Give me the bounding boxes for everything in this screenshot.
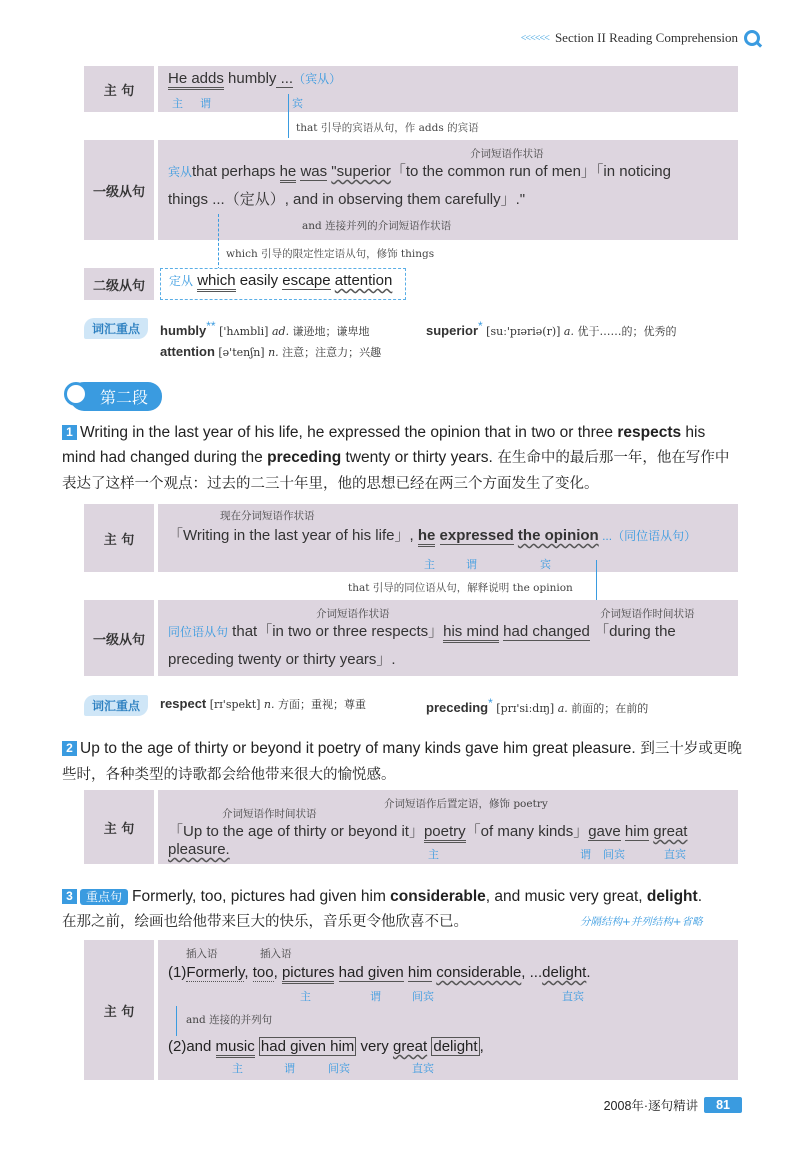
note-that-clause: that 引导的宾语从句，作 adds 的宾语 bbox=[296, 122, 479, 134]
paragraph-2: 2 Up to the age of thirty or beyond it poetry of many kinds gave him great pleasure. 到三十岁或更晚些时，各种类型的诗歌都会给他带来很大的愉悦感。 bbox=[62, 740, 742, 783]
label-main-clause: 主 句 bbox=[84, 66, 154, 112]
paragraph-1: 1 Writing in the last year of his life, he expressed the opinion that in two or three respects his mind had changed during the preceding twenty or thirty years. 在生命中的最后那一年，他在写作中表达了这样一个观点：过去的二三十年里，他的思想已经在两三个方面发生了变化。 bbox=[62, 424, 730, 492]
main-clause-box bbox=[158, 940, 738, 1080]
section-title: 第二段 bbox=[70, 382, 162, 411]
label-first-clause: 一级从句 bbox=[84, 140, 154, 240]
connector-line bbox=[596, 560, 597, 600]
footer-text: 2008年·逐句精讲 bbox=[603, 1099, 699, 1113]
vocab-item: attention [ə'tenʃn] n. 注意；注意力；兴趣 bbox=[160, 344, 382, 359]
second-clause-box: 定从 which easily escape attention bbox=[160, 268, 406, 300]
chevrons-icon: <<<<<< bbox=[520, 32, 549, 44]
main-clause-box: 「Writing in the last year of his life」, he expressed the opinion ...（同位语从句） bbox=[158, 504, 738, 572]
label-first-clause: 一级从句 bbox=[84, 600, 154, 676]
magnifier-q-icon bbox=[744, 30, 760, 46]
connector-line bbox=[288, 94, 289, 138]
vocab-item: humbly** ['hʌmbli] ad. 谦逊地；谦卑地 bbox=[160, 319, 370, 339]
page-footer bbox=[604, 1096, 742, 1114]
structure-note: 分隔结构+并列结构+省略 bbox=[580, 916, 703, 928]
vocab-badge: 词汇重点 bbox=[84, 695, 148, 716]
first-clause-box: 同位语从句 that「in two or three respects」his mind had changed 「during the preceding twenty or thirty years」. bbox=[158, 600, 738, 676]
paragraph-3: 3 重点句 Formerly, too, pictures had given him considerable, and music very great, delight. 在那之前，绘画也给他带来巨大的快乐，音乐更令他欣喜不已。 bbox=[62, 888, 703, 930]
key-sentence-badge: 重点句 bbox=[80, 889, 128, 905]
coordinate-line-2: (2)and music had given him very great delight , bbox=[168, 1038, 484, 1055]
header-title: Section II Reading Comprehension bbox=[554, 30, 738, 45]
label-main-clause: 主 句 bbox=[84, 940, 154, 1080]
connector-dashed bbox=[218, 214, 219, 270]
main-he: He adds bbox=[168, 70, 224, 90]
magnifier-icon bbox=[64, 382, 88, 406]
main-clause-box: 「Up to the age of thirty or beyond it」poetry「of many kinds」gave him great pleasure. bbox=[158, 790, 738, 864]
first-clause-box: 宾从that perhaps he was "superior「to the common run of men」「in noticing things ...（定从）, and in observing them carefully」." bbox=[158, 140, 738, 240]
vocab-item: respect [rɪ'spekt] n. 方面；重视；尊重 bbox=[160, 696, 366, 711]
label-second-clause: 二级从句 bbox=[84, 268, 154, 300]
label-main-clause: 主 句 bbox=[84, 790, 154, 864]
note-which-clause: which 引导的限定性定语从句，修饰 things bbox=[226, 248, 435, 260]
main-clause-box: He adds humbly ...（宾从） bbox=[158, 66, 738, 112]
vocab-badge: 词汇重点 bbox=[84, 318, 148, 339]
page-number: 81 bbox=[704, 1097, 742, 1113]
label-main-clause: 主 句 bbox=[84, 504, 154, 572]
vocab-item: superior* [suː'pɪəriə(r)] a. 优于……的；优秀的 bbox=[426, 319, 677, 339]
coordinate-line-1: (1)Formerly, too, pictures had given him considerable, ...delight. bbox=[168, 964, 591, 981]
connector-line bbox=[176, 1006, 177, 1036]
note-appositive: that 引导的同位语从句，解释说明 the opinion bbox=[348, 582, 573, 594]
vocab-item: preceding* [prɪ'siːdɪŋ] a. 前面的；在前的 bbox=[426, 696, 649, 716]
running-header bbox=[521, 30, 760, 46]
